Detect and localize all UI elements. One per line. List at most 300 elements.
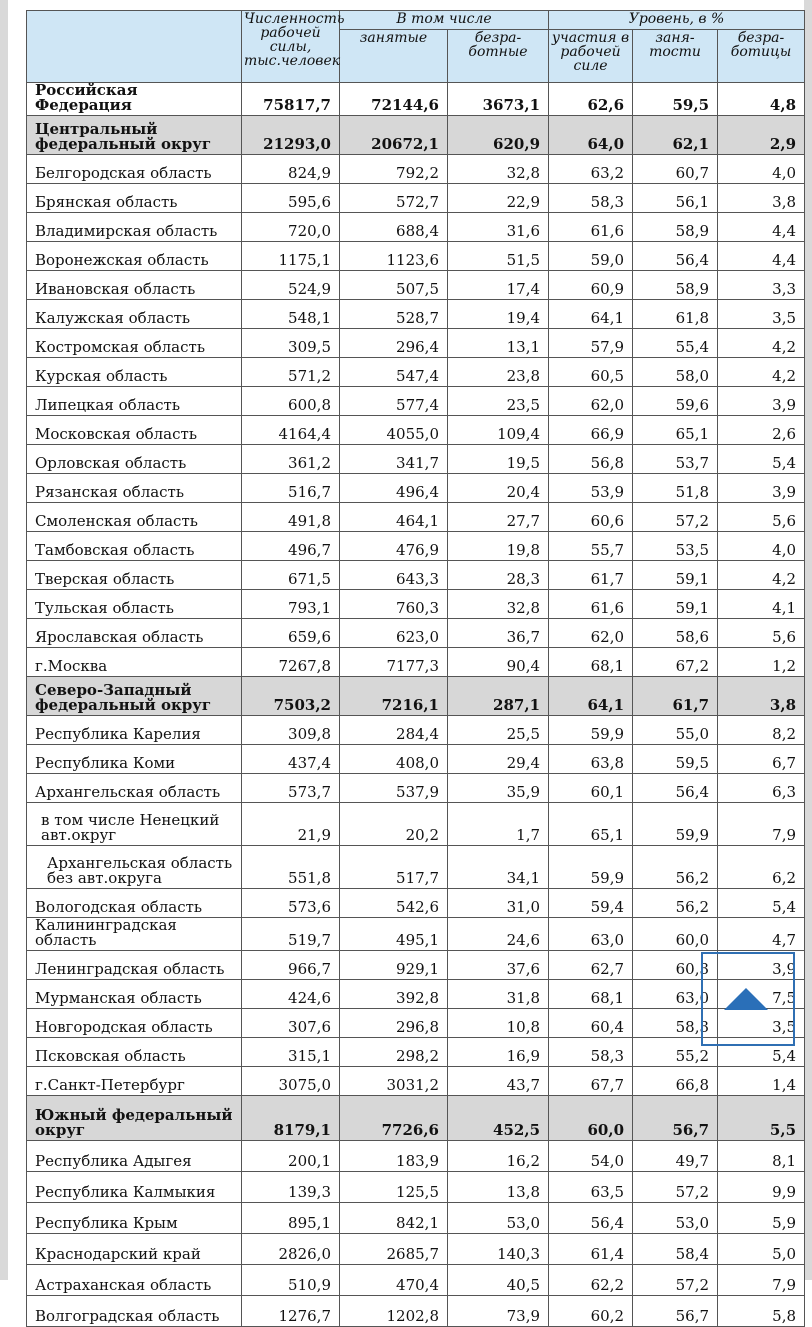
participation-rate-cell: 59,9	[549, 716, 633, 745]
employment-rate-cell: 55,4	[633, 329, 718, 358]
region-name-cell: Северо-Западный федеральный округ	[27, 677, 242, 716]
header-group-level: Уровень, в %	[549, 11, 805, 30]
employment-rate-cell: 63,0	[633, 980, 718, 1009]
unemployment-rate-cell: 5,4	[718, 445, 805, 474]
labor-force-cell: 824,9	[242, 155, 340, 184]
table-row	[27, 846, 805, 889]
labor-force-cell: 510,9	[242, 1265, 340, 1296]
unemployed-cell: 40,5	[448, 1265, 549, 1296]
unemployment-rate-cell: 4,0	[718, 532, 805, 561]
unemployment-rate-cell: 6,3	[718, 774, 805, 803]
header-participation: участия в рабочей силе	[549, 30, 633, 83]
unemployment-rate-cell: 7,5	[718, 980, 805, 1009]
unemployed-cell: 17,4	[448, 271, 549, 300]
unemployed-cell: 20,4	[448, 474, 549, 503]
employment-rate-cell: 56,7	[633, 1296, 718, 1327]
region-name-cell: Мурманская область	[27, 980, 242, 1009]
unemployment-rate-cell: 3,9	[718, 951, 805, 980]
employment-rate-cell: 56,7	[633, 1096, 718, 1141]
header-employed: занятые	[340, 30, 448, 83]
table-row	[27, 1265, 805, 1296]
unemployed-cell: 3673,1	[448, 83, 549, 116]
unemployment-rate-cell: 6,2	[718, 846, 805, 889]
unemployed-cell: 34,1	[448, 846, 549, 889]
employment-rate-cell: 58,6	[633, 619, 718, 648]
unemployed-cell: 23,5	[448, 387, 549, 416]
table-row	[27, 1141, 805, 1172]
region-name-cell: Новгородская область	[27, 1009, 242, 1038]
employment-rate-cell: 65,1	[633, 416, 718, 445]
employment-rate-cell: 61,8	[633, 300, 718, 329]
participation-rate-cell: 58,3	[549, 1038, 633, 1067]
unemployed-cell: 22,9	[448, 184, 549, 213]
labor-force-cell: 671,5	[242, 561, 340, 590]
participation-rate-cell: 60,9	[549, 271, 633, 300]
table-row	[27, 83, 805, 116]
labor-force-cell: 21293,0	[242, 116, 340, 155]
employed-cell: 517,7	[340, 846, 448, 889]
employment-rate-cell: 49,7	[633, 1141, 718, 1172]
employed-cell: 125,5	[340, 1172, 448, 1203]
labor-force-cell: 7503,2	[242, 677, 340, 716]
table-row	[27, 1203, 805, 1234]
labor-force-cell: 516,7	[242, 474, 340, 503]
employed-cell: 1123,6	[340, 242, 448, 271]
unemployed-cell: 16,2	[448, 1141, 549, 1172]
region-name-cell: г.Санкт-Петербург	[27, 1067, 242, 1096]
unemployed-cell: 25,5	[448, 716, 549, 745]
unemployed-cell: 35,9	[448, 774, 549, 803]
unemployed-cell: 37,6	[448, 951, 549, 980]
employed-cell: 792,2	[340, 155, 448, 184]
table-row	[27, 387, 805, 416]
participation-rate-cell: 61,6	[549, 213, 633, 242]
header-labor-force: Численность рабочей силы, тыс.человек	[242, 11, 340, 83]
labor-force-cell: 424,6	[242, 980, 340, 1009]
employed-cell: 296,4	[340, 329, 448, 358]
employed-cell: 7216,1	[340, 677, 448, 716]
labor-force-cell: 437,4	[242, 745, 340, 774]
region-name-cell: Республика Адыгея	[27, 1141, 242, 1172]
employment-rate-cell: 59,5	[633, 745, 718, 774]
table-row	[27, 1067, 805, 1096]
unemployment-rate-cell: 9,9	[718, 1172, 805, 1203]
labor-force-cell: 548,1	[242, 300, 340, 329]
participation-rate-cell: 62,6	[549, 83, 633, 116]
unemployment-rate-cell: 8,1	[718, 1141, 805, 1172]
employment-rate-cell: 58,0	[633, 358, 718, 387]
employed-cell: 507,5	[340, 271, 448, 300]
unemployed-cell: 1,7	[448, 803, 549, 846]
unemployment-rate-cell: 5,0	[718, 1234, 805, 1265]
page-right-edge	[804, 0, 812, 1280]
unemployed-cell: 24,6	[448, 918, 549, 951]
employed-cell: 528,7	[340, 300, 448, 329]
table-row	[27, 503, 805, 532]
header-employment-rate: заня-тости	[633, 30, 718, 83]
table-row	[27, 445, 805, 474]
labor-force-cell: 7267,8	[242, 648, 340, 677]
region-name-cell: г.Москва	[27, 648, 242, 677]
unemployed-cell: 13,8	[448, 1172, 549, 1203]
region-name-cell: Рязанская область	[27, 474, 242, 503]
unemployed-cell: 452,5	[448, 1096, 549, 1141]
region-name-cell: Московская область	[27, 416, 242, 445]
participation-rate-cell: 60,4	[549, 1009, 633, 1038]
labor-force-cell: 895,1	[242, 1203, 340, 1234]
unemployment-rate-cell: 8,2	[718, 716, 805, 745]
table-row	[27, 1172, 805, 1203]
unemployed-cell: 51,5	[448, 242, 549, 271]
employment-rate-cell: 57,2	[633, 503, 718, 532]
region-name-cell: Брянская область	[27, 184, 242, 213]
employed-cell: 392,8	[340, 980, 448, 1009]
unemployment-rate-cell: 3,9	[718, 387, 805, 416]
employed-cell: 4055,0	[340, 416, 448, 445]
region-name-cell: Калининградская область	[27, 918, 242, 951]
employment-rate-cell: 60,7	[633, 155, 718, 184]
table-row	[27, 677, 805, 716]
employment-rate-cell: 60,3	[633, 951, 718, 980]
region-name-cell: Архангельская область	[27, 774, 242, 803]
region-name-cell: Калужская область	[27, 300, 242, 329]
table-row	[27, 619, 805, 648]
table-row	[27, 590, 805, 619]
unemployment-rate-cell: 5,4	[718, 889, 805, 918]
labor-force-cell: 307,6	[242, 1009, 340, 1038]
labor-force-cell: 1175,1	[242, 242, 340, 271]
region-name-cell: Смоленская область	[27, 503, 242, 532]
unemployment-rate-cell: 4,2	[718, 329, 805, 358]
table-row	[27, 1096, 805, 1141]
employed-cell: 298,2	[340, 1038, 448, 1067]
unemployed-cell: 19,4	[448, 300, 549, 329]
unemployment-rate-cell: 3,8	[718, 184, 805, 213]
region-name-cell: Костромская область	[27, 329, 242, 358]
unemployment-rate-cell: 5,6	[718, 619, 805, 648]
table-row	[27, 1296, 805, 1327]
employment-rate-cell: 53,5	[633, 532, 718, 561]
unemployed-cell: 31,6	[448, 213, 549, 242]
labor-force-cell: 3075,0	[242, 1067, 340, 1096]
employed-cell: 72144,6	[340, 83, 448, 116]
header-unemployed: безра-ботные	[448, 30, 549, 83]
table-row	[27, 951, 805, 980]
participation-rate-cell: 56,8	[549, 445, 633, 474]
table-row	[27, 474, 805, 503]
participation-rate-cell: 54,0	[549, 1141, 633, 1172]
unemployed-cell: 13,1	[448, 329, 549, 358]
employment-rate-cell: 56,4	[633, 242, 718, 271]
labor-force-cell: 551,8	[242, 846, 340, 889]
employment-rate-cell: 53,0	[633, 1203, 718, 1234]
employment-rate-cell: 58,3	[633, 1009, 718, 1038]
employed-cell: 537,9	[340, 774, 448, 803]
unemployment-rate-cell: 5,4	[718, 1038, 805, 1067]
unemployment-rate-cell: 4,1	[718, 590, 805, 619]
triangle-up-icon[interactable]	[724, 988, 768, 1010]
participation-rate-cell: 60,2	[549, 1296, 633, 1327]
participation-rate-cell: 62,7	[549, 951, 633, 980]
employed-cell: 7726,6	[340, 1096, 448, 1141]
region-name-cell: Республика Крым	[27, 1203, 242, 1234]
table-row	[27, 300, 805, 329]
labor-force-cell: 519,7	[242, 918, 340, 951]
participation-rate-cell: 63,0	[549, 918, 633, 951]
employed-cell: 284,4	[340, 716, 448, 745]
region-name-cell: Воронежская область	[27, 242, 242, 271]
unemployment-rate-cell: 3,9	[718, 474, 805, 503]
region-name-cell: Владимирская область	[27, 213, 242, 242]
employment-rate-cell: 56,2	[633, 846, 718, 889]
region-name-cell: Тверская область	[27, 561, 242, 590]
labor-force-cell: 309,8	[242, 716, 340, 745]
employment-rate-cell: 53,7	[633, 445, 718, 474]
unemployment-rate-cell: 5,9	[718, 1203, 805, 1234]
unemployment-rate-cell: 7,9	[718, 1265, 805, 1296]
employment-rate-cell: 58,9	[633, 213, 718, 242]
table-row	[27, 889, 805, 918]
employed-cell: 643,3	[340, 561, 448, 590]
labor-force-cell: 595,6	[242, 184, 340, 213]
region-name-cell: Архангельская область без авт.округа	[27, 846, 242, 889]
unemployment-rate-cell: 5,5	[718, 1096, 805, 1141]
labor-force-cell: 496,7	[242, 532, 340, 561]
table-row	[27, 1234, 805, 1265]
unemployed-cell: 43,7	[448, 1067, 549, 1096]
unemployed-cell: 19,8	[448, 532, 549, 561]
participation-rate-cell: 67,7	[549, 1067, 633, 1096]
unemployed-cell: 23,8	[448, 358, 549, 387]
unemployed-cell: 53,0	[448, 1203, 549, 1234]
labor-force-cell: 21,9	[242, 803, 340, 846]
unemployment-rate-cell: 4,0	[718, 155, 805, 184]
unemployed-cell: 16,9	[448, 1038, 549, 1067]
unemployed-cell: 620,9	[448, 116, 549, 155]
employed-cell: 341,7	[340, 445, 448, 474]
unemployed-cell: 31,8	[448, 980, 549, 1009]
employment-rate-cell: 57,2	[633, 1172, 718, 1203]
unemployment-rate-cell: 3,5	[718, 1009, 805, 1038]
labor-force-cell: 573,6	[242, 889, 340, 918]
table-row	[27, 648, 805, 677]
unemployed-cell: 19,5	[448, 445, 549, 474]
employment-rate-cell: 56,4	[633, 774, 718, 803]
participation-rate-cell: 62,0	[549, 619, 633, 648]
labor-force-cell: 2826,0	[242, 1234, 340, 1265]
table-row	[27, 716, 805, 745]
participation-rate-cell: 65,1	[549, 803, 633, 846]
region-name-cell: Орловская область	[27, 445, 242, 474]
region-name-cell: Псковская область	[27, 1038, 242, 1067]
table-row	[27, 155, 805, 184]
labor-force-cell: 75817,7	[242, 83, 340, 116]
employment-rate-cell: 51,8	[633, 474, 718, 503]
region-name-cell: Центральный федеральный округ	[27, 116, 242, 155]
table-row	[27, 803, 805, 846]
labor-force-cell: 1276,7	[242, 1296, 340, 1327]
participation-rate-cell: 59,4	[549, 889, 633, 918]
unemployed-cell: 287,1	[448, 677, 549, 716]
employment-rate-cell: 61,7	[633, 677, 718, 716]
header-region-cell	[27, 11, 242, 83]
unemployed-cell: 140,3	[448, 1234, 549, 1265]
participation-rate-cell: 64,1	[549, 300, 633, 329]
labor-force-cell: 573,7	[242, 774, 340, 803]
region-name-cell: Вологодская область	[27, 889, 242, 918]
employed-cell: 296,8	[340, 1009, 448, 1038]
region-name-cell: Краснодарский край	[27, 1234, 242, 1265]
participation-rate-cell: 68,1	[549, 980, 633, 1009]
employed-cell: 496,4	[340, 474, 448, 503]
unemployment-rate-cell: 5,8	[718, 1296, 805, 1327]
employment-rate-cell: 56,2	[633, 889, 718, 918]
region-name-cell: в том числе Ненецкий авт.округ	[27, 803, 242, 846]
labor-force-cell: 139,3	[242, 1172, 340, 1203]
employed-cell: 688,4	[340, 213, 448, 242]
labor-force-cell: 659,6	[242, 619, 340, 648]
table-row	[27, 1009, 805, 1038]
participation-rate-cell: 66,9	[549, 416, 633, 445]
labor-force-cell: 309,5	[242, 329, 340, 358]
unemployment-rate-cell: 2,9	[718, 116, 805, 155]
region-name-cell: Республика Карелия	[27, 716, 242, 745]
employed-cell: 929,1	[340, 951, 448, 980]
unemployed-cell: 28,3	[448, 561, 549, 590]
participation-rate-cell: 59,9	[549, 846, 633, 889]
unemployed-cell: 36,7	[448, 619, 549, 648]
unemployment-rate-cell: 4,2	[718, 561, 805, 590]
unemployment-rate-cell: 4,2	[718, 358, 805, 387]
employed-cell: 623,0	[340, 619, 448, 648]
employed-cell: 760,3	[340, 590, 448, 619]
page-left-edge	[0, 0, 8, 1280]
unemployed-cell: 32,8	[448, 590, 549, 619]
participation-rate-cell: 61,4	[549, 1234, 633, 1265]
labor-force-cell: 491,8	[242, 503, 340, 532]
region-name-cell: Астраханская область	[27, 1265, 242, 1296]
region-name-cell: Волгоградская область	[27, 1296, 242, 1327]
table-row	[27, 271, 805, 300]
unemployment-rate-cell: 1,4	[718, 1067, 805, 1096]
employment-rate-cell: 60,0	[633, 918, 718, 951]
region-name-cell: Липецкая область	[27, 387, 242, 416]
participation-rate-cell: 63,8	[549, 745, 633, 774]
employment-rate-cell: 66,8	[633, 1067, 718, 1096]
unemployment-rate-cell: 4,4	[718, 213, 805, 242]
table-row	[27, 980, 805, 1009]
participation-rate-cell: 60,6	[549, 503, 633, 532]
table-row	[27, 184, 805, 213]
participation-rate-cell: 62,0	[549, 387, 633, 416]
table-row	[27, 745, 805, 774]
employment-rate-cell: 59,1	[633, 590, 718, 619]
unemployed-cell: 10,8	[448, 1009, 549, 1038]
employment-rate-cell: 67,2	[633, 648, 718, 677]
employment-rate-cell: 59,1	[633, 561, 718, 590]
participation-rate-cell: 60,0	[549, 1096, 633, 1141]
table-row	[27, 561, 805, 590]
employed-cell: 572,7	[340, 184, 448, 213]
table-row	[27, 918, 805, 951]
employed-cell: 577,4	[340, 387, 448, 416]
employment-rate-cell: 55,0	[633, 716, 718, 745]
table-row	[27, 242, 805, 271]
participation-rate-cell: 68,1	[549, 648, 633, 677]
participation-rate-cell: 61,6	[549, 590, 633, 619]
region-name-cell: Тульская область	[27, 590, 242, 619]
employed-cell: 842,1	[340, 1203, 448, 1234]
participation-rate-cell: 59,0	[549, 242, 633, 271]
table-row	[27, 116, 805, 155]
labor-force-cell: 361,2	[242, 445, 340, 474]
region-name-cell: Тамбовская область	[27, 532, 242, 561]
region-name-cell: Белгородская область	[27, 155, 242, 184]
unemployed-cell: 27,7	[448, 503, 549, 532]
labor-force-cell: 315,1	[242, 1038, 340, 1067]
labor-force-cell: 793,1	[242, 590, 340, 619]
region-name-cell: Южный федеральный округ	[27, 1096, 242, 1141]
participation-rate-cell: 58,3	[549, 184, 633, 213]
employment-rate-cell: 58,4	[633, 1234, 718, 1265]
labor-force-cell: 966,7	[242, 951, 340, 980]
participation-rate-cell: 55,7	[549, 532, 633, 561]
participation-rate-cell: 57,9	[549, 329, 633, 358]
employed-cell: 20,2	[340, 803, 448, 846]
table-body	[27, 83, 805, 1327]
unemployment-rate-cell: 4,8	[718, 83, 805, 116]
employment-rate-cell: 59,5	[633, 83, 718, 116]
employment-rate-cell: 56,1	[633, 184, 718, 213]
region-name-cell: Ивановская область	[27, 271, 242, 300]
employment-rate-cell: 59,9	[633, 803, 718, 846]
unemployment-rate-cell: 2,6	[718, 416, 805, 445]
employment-rate-cell: 55,2	[633, 1038, 718, 1067]
participation-rate-cell: 53,9	[549, 474, 633, 503]
header-group-including: В том числе	[340, 11, 549, 30]
participation-rate-cell: 64,1	[549, 677, 633, 716]
labor-force-cell: 571,2	[242, 358, 340, 387]
labor-force-cell: 8179,1	[242, 1096, 340, 1141]
employed-cell: 1202,8	[340, 1296, 448, 1327]
unemployment-rate-cell: 7,9	[718, 803, 805, 846]
participation-rate-cell: 62,2	[549, 1265, 633, 1296]
employed-cell: 547,4	[340, 358, 448, 387]
labor-force-cell: 720,0	[242, 213, 340, 242]
unemployment-rate-cell: 4,7	[718, 918, 805, 951]
employed-cell: 7177,3	[340, 648, 448, 677]
labor-force-cell: 4164,4	[242, 416, 340, 445]
unemployed-cell: 90,4	[448, 648, 549, 677]
unemployment-rate-cell: 3,3	[718, 271, 805, 300]
unemployed-cell: 31,0	[448, 889, 549, 918]
unemployed-cell: 32,8	[448, 155, 549, 184]
employment-rate-cell: 58,9	[633, 271, 718, 300]
participation-rate-cell: 56,4	[549, 1203, 633, 1234]
employed-cell: 20672,1	[340, 116, 448, 155]
table-row	[27, 329, 805, 358]
unemployed-cell: 29,4	[448, 745, 549, 774]
unemployment-rate-cell: 3,5	[718, 300, 805, 329]
employed-cell: 470,4	[340, 1265, 448, 1296]
unemployment-rate-cell: 1,2	[718, 648, 805, 677]
employed-cell: 464,1	[340, 503, 448, 532]
participation-rate-cell: 60,1	[549, 774, 633, 803]
table-row	[27, 358, 805, 387]
participation-rate-cell: 60,5	[549, 358, 633, 387]
unemployment-rate-cell: 4,4	[718, 242, 805, 271]
unemployment-rate-cell: 5,6	[718, 503, 805, 532]
